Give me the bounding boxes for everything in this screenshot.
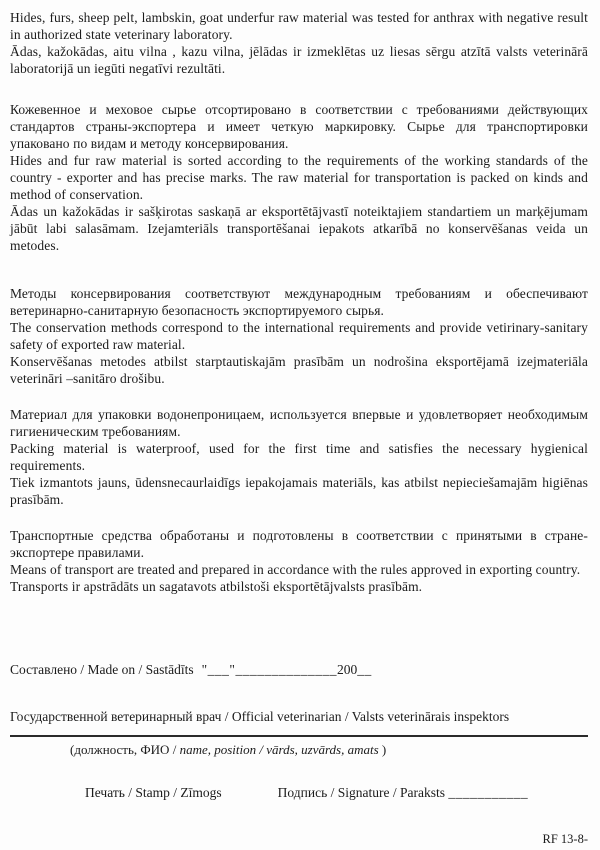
paragraph-text-english: Hides and fur raw material is sorted according to the requirements of the working standards of the country - exporter and has precise marks. The raw material for transportation is packed on kinds and method of conservation. — [10, 153, 588, 202]
paragraph-text-russian: Транспортные средства обработаны и подготовлены в соответствии с принятыми в стране-экспортере правилами. — [10, 528, 588, 560]
made-on-line — [10, 661, 588, 678]
made-on-label: Составлено / Made on / Sastādīts — [10, 662, 194, 677]
paragraph-text-english: The conservation methods correspond to the international requirements and provide vetirinary-sanitary safety of exported raw material. — [10, 320, 588, 352]
signature-rule — [10, 735, 588, 737]
paragraph-anthrax-test — [10, 9, 588, 77]
paragraph-sorting-marking — [10, 101, 588, 254]
stamp-label: Печать / Stamp / Zīmogs — [85, 785, 222, 800]
paragraph-text-russian: Кожевенное и меховое сырье отсортировано в соответствии с требованиями действующих стандартов страны-экспортера и имеет четкую маркировку. Сырье для транспортировки упаковано по видам и методу консервирования. — [10, 102, 588, 151]
signature-blank: ___________ — [448, 785, 529, 800]
paragraph-text-latvian: Konservēšanas metodes atbilst starptautiskajām prasībām un nodrošina eksportējamā izejmateriāla veterināri –sanitāro drošibu. — [10, 354, 588, 386]
made-on-month-blank: ______________ — [235, 662, 337, 677]
position-note-suffix: ) — [378, 742, 387, 757]
paragraph-text-latvian: Transports ir apstrādāts un sagatavots atbilstoši eksportētājvalsts prasībām. — [10, 579, 423, 594]
paragraph-text-latvian: Ādas un kažokādas ir sašķirotas saskaņā ar eksportētājvastī noteiktajiem standartiem un marķējumam jābūt labi salasāmam. Izejamteriāls transportēšanai iepakots atkarībā no konservēšanas veida un metodes. — [10, 204, 588, 253]
paragraph-text-latvian: Tiek izmantots jauns, ūdensnecaurlaidīgs iepakojamais materiāls, kas atbilst nepieciešamajām higiēnas prasībām. — [10, 475, 588, 507]
paragraph-text-latvian: Ādas, kažokādas, aitu vilna , kazu vilna, jēlādas ir izmeklētas uz liesas sērgu atzītā valsts veterinārā laboratorijā un iegūti negatīvi rezultāti. — [10, 44, 588, 76]
paragraph-text-russian: Материал для упаковки водонепроницаем, используется впервые и удовлетворяет необходимым гигиеническим требованиям. — [10, 407, 588, 439]
made-on-year-prefix: 200 — [336, 662, 358, 677]
signature-label: Подпись / Signature / Paraksts — [277, 785, 445, 800]
position-note — [70, 742, 588, 758]
footer-row — [10, 784, 588, 801]
paragraph-text-english: Hides, furs, sheep pelt, lambskin, goat underfur raw material was tested for anthrax with negative result in authorized state veterinary laboratory. — [10, 10, 588, 42]
paragraph-text-english: Means of transport are treated and prepared in accordance with the rules approved in exporting country. — [10, 562, 581, 577]
position-note-prefix: (должность, ФИО / — [70, 742, 180, 757]
made-on-day-blank: "___" — [201, 662, 236, 677]
official-veterinarian-label: Государственной ветеринарный врач / Official veterinarian / Valsts veterinārais inspektors — [10, 709, 510, 724]
signature-line — [278, 784, 528, 801]
form-code: RF 13-8- — [542, 832, 588, 846]
position-note-italic: name, position / vārds, uzvārds, amats — [179, 742, 379, 757]
paragraph-transport-means — [10, 527, 588, 595]
made-on-year-blank: __ — [357, 662, 372, 677]
paragraph-text-english: Packing material is waterproof, used for the first time and satisfies the necessary hygienical requirements. — [10, 441, 588, 473]
paragraph-conservation-methods — [10, 285, 588, 387]
paragraph-packing-material — [10, 406, 588, 508]
paragraph-text-russian: Методы консервирования соответствуют международным требованиям и обеспечивают ветеринарно-санитарную безопасность экспортируемого сырья. — [10, 286, 588, 318]
